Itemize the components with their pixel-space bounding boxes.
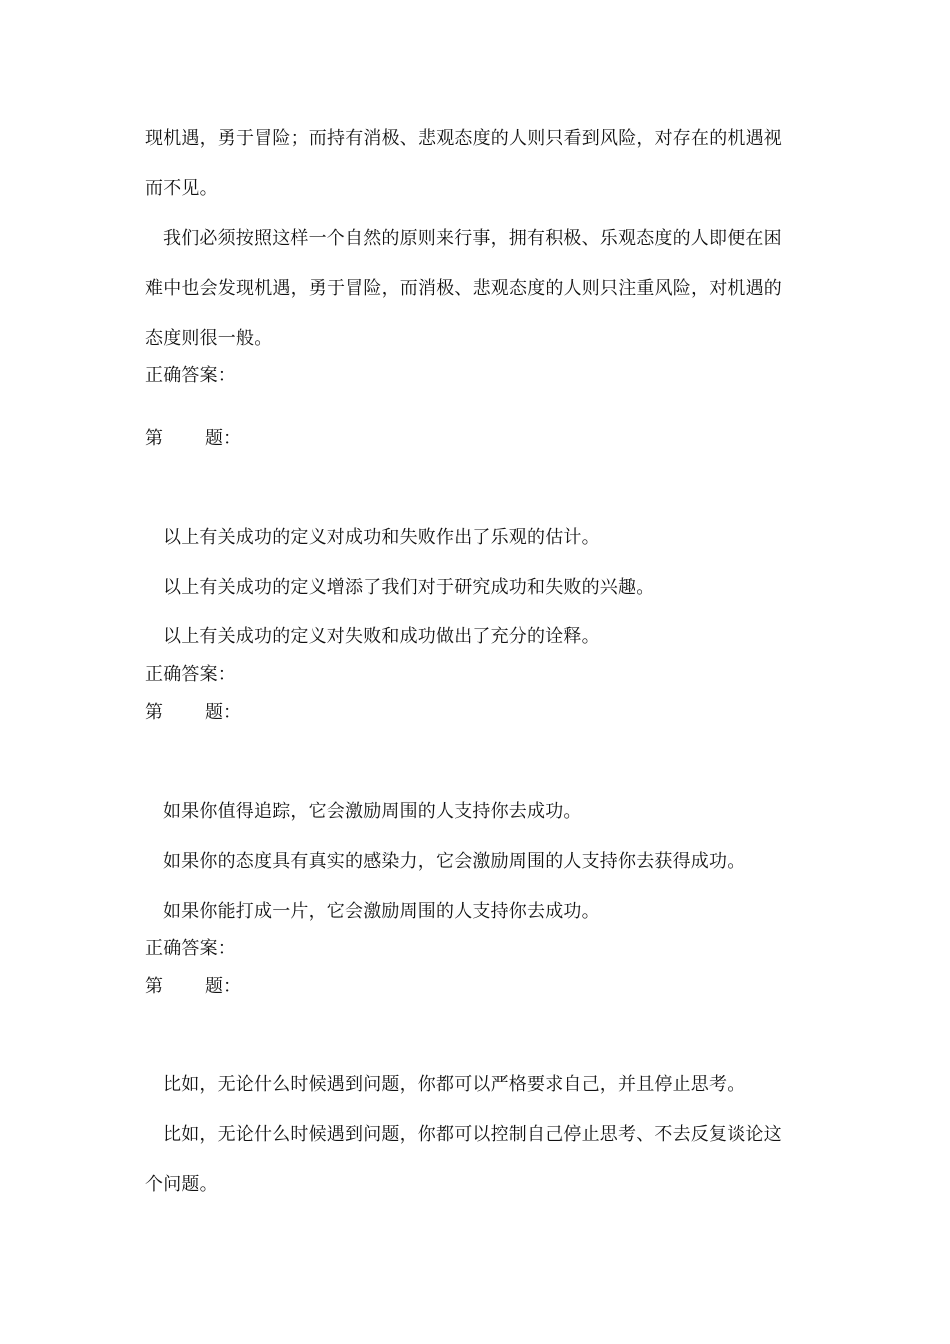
q2-number-label bbox=[145, 701, 241, 725]
q2-option-2: 如果你的态度具有真实的感染力，它会激励周围的人支持你去获得成功。 bbox=[163, 851, 746, 872]
q2-answer-label: 正确答案： bbox=[145, 938, 236, 959]
q1-option-2: 以上有关成功的定义增添了我们对于研究成功和失败的兴趣。 bbox=[163, 577, 655, 598]
prev-option-3-line-2: 而不见。 bbox=[145, 178, 218, 199]
q2-option-1: 如果你值得追踪，它会激励周围的人支持你去成功。 bbox=[163, 801, 582, 822]
q3-number-label bbox=[145, 975, 241, 999]
q1-number-label bbox=[145, 427, 241, 451]
prev-option-3-line-1: 现机遇，勇于冒险；而持有消极、悲观态度的人则只看到风险，对存在的机遇视 bbox=[145, 128, 782, 149]
q1-answer-label: 正确答案： bbox=[145, 664, 236, 685]
q3-option-2-line-1: 比如，无论什么时候遇到问题，你都可以控制自己停止思考、不去反复谈论这 bbox=[163, 1124, 782, 1145]
q1-option-1: 以上有关成功的定义对成功和失败作出了乐观的估计。 bbox=[163, 527, 600, 548]
prev-option-4-line-1: 我们必须按照这样一个自然的原则来行事，拥有积极、乐观态度的人即便在困 bbox=[163, 228, 782, 249]
q3-option-2-line-2: 个问题。 bbox=[145, 1174, 218, 1195]
q2-label-left: 第 bbox=[145, 702, 163, 723]
q2-option-3: 如果你能打成一片，它会激励周围的人支持你去成功。 bbox=[163, 901, 600, 922]
q1-option-3: 以上有关成功的定义对失败和成功做出了充分的诠释。 bbox=[163, 626, 600, 647]
q1-label-right: 题： bbox=[205, 428, 241, 449]
prev-option-4-line-3: 态度则很一般。 bbox=[145, 328, 273, 349]
q1-label-left: 第 bbox=[145, 428, 163, 449]
prev-answer-label: 正确答案： bbox=[145, 365, 236, 386]
q2-label-right: 题： bbox=[205, 702, 241, 723]
q3-option-1: 比如，无论什么时候遇到问题，你都可以严格要求自己，并且停止思考。 bbox=[163, 1074, 746, 1095]
prev-option-4-line-2: 难中也会发现机遇，勇于冒险，而消极、悲观态度的人则只注重风险，对机遇的 bbox=[145, 278, 782, 299]
q3-label-right: 题： bbox=[205, 976, 241, 997]
q3-label-left: 第 bbox=[145, 976, 163, 997]
